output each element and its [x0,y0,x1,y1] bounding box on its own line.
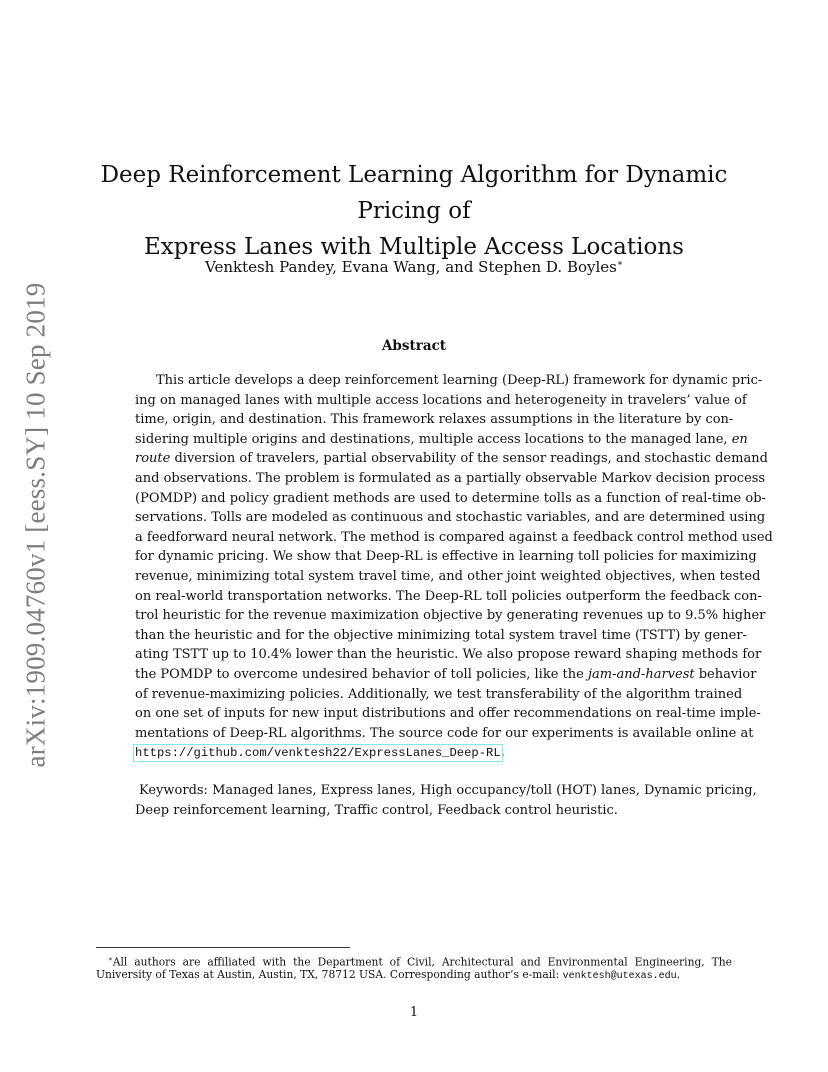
page-number: 1 [409,1005,419,1020]
source-code-link[interactable]: https://github.com/venktesh22/ExpressLanes_Deep-RL [135,746,501,761]
author-list [96,254,732,277]
abstract-line [135,665,757,685]
abstract-line-text: behavior [698,666,757,682]
abstract-line: on one set of inputs for new input distributions and offer recommendations on real-time imple- [135,706,761,722]
abstract-line: time, origin, and destination. This framework relaxes assumptions in the literature by con- [135,412,734,428]
abstract-body [135,371,773,763]
footnote-text: University of Texas at Austin, Austin, TX, 78712 USA. Corresponding author’s e-mail: [96,968,560,982]
abstract-line: a feedforward neural network. The method is compared against a feedback control method used [135,529,773,545]
abstract-line [135,743,692,763]
abstract-line: and observations. The problem is formulated as a partially observable Markov decision process [135,470,766,486]
abstract-line-text: diversion of travelers, partial observability of the sensor readings, and stochastic demand [174,451,768,467]
author-footnote-marker[interactable]: ∗ [616,259,623,269]
abstract-heading: Abstract [381,338,447,354]
title-line-1: Deep Reinforcement Learning Algorithm for Dynamic Pricing of [100,162,728,224]
abstract-line-text: sidering multiple origins and destinations, multiple access locations to the managed lane, [135,431,728,447]
footnote-period: . [676,968,681,982]
footnote-text: All authors are affiliated with the Department of Civil, Architectural and Environmental Engineering, The [112,955,732,969]
abstract-line-text: the POMDP to overcome undesired behavior of toll policies, like the [135,666,584,682]
authors-text: Venktesh Pandey, Evana Wang, and Stephen D. Boyles [204,258,617,276]
abstract-line: of revenue-maximizing policies. Additionally, we test transferability of the algorithm trained [135,686,743,702]
footnote-line-2 [96,967,732,983]
title-line-2: Express Lanes with Multiple Access Locations [144,234,684,260]
footnote-marker: ∗ [108,955,113,963]
abstract-line: servations. Tolls are modeled as continuous and stochastic variables, and are determined using [135,510,766,526]
abstract-line: trol heuristic for the revenue maximization objective by generating revenues up to 9.5% higher [135,608,766,624]
arxiv-stamp [14,280,58,770]
italic-jam-and-harvest: jam-and-harvest [587,666,695,682]
abstract-line: for dynamic pricing. We show that Deep-RL is effective in learning toll policies for maximizing [135,549,757,565]
italic-en: en [731,431,748,447]
paper-title [96,157,732,265]
footnote-divider [96,947,350,948]
author-email: venktesh@utexas.edu [562,971,677,983]
footnote-line-1 [96,951,732,967]
abstract-line: on real-world transportation networks. The Deep-RL toll policies outperform the feedback con- [135,588,762,604]
italic-route: route [135,451,171,467]
abstract-line: This article develops a deep reinforcement learning (Deep-RL) framework for dynamic pric- [156,373,763,388]
abstract-line [135,449,768,469]
abstract-line [135,430,748,450]
footnote [96,951,732,984]
keywords-line-1: Keywords: Managed lanes, Express lanes, High occupancy/toll (HOT) lanes, Dynamic pricing, [139,783,757,798]
arxiv-identifier: arXiv:1909.04760v1 [eess.SY] 10 Sep 2019 [20,282,51,768]
link-period: . [500,745,505,761]
abstract-line: ating TSTT up to 10.4% lower than the heuristic. We also propose reward shaping methods for [135,647,762,663]
abstract-line: ing on managed lanes with multiple access locations and heterogeneity in travelers’ value of [135,392,747,408]
abstract-line: than the heuristic and for the objective minimizing total system travel time (TSTT) by gener- [135,627,747,643]
abstract-line: revenue, minimizing total system travel time, and other joint weighted objectives, when tested [135,568,761,584]
abstract-line: mentations of Deep-RL algorithms. The source code for our experiments is available online at [135,725,754,741]
keywords-line-2: Deep reinforcement learning, Traffic control, Feedback control heuristic. [135,802,618,818]
abstract-line: (POMDP) and policy gradient methods are used to determine tolls as a function of real-time ob- [135,490,766,506]
keywords [135,781,757,820]
